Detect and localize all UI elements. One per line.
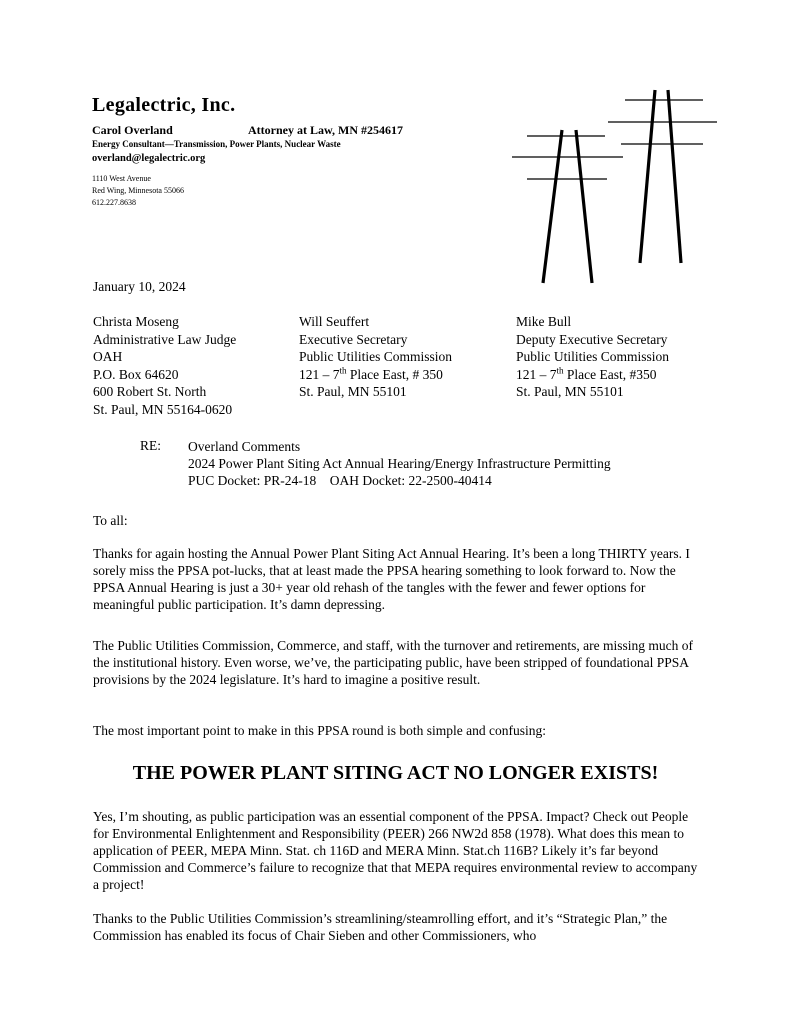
address-street: 1110 West Avenue: [92, 174, 151, 183]
attorney-name: Carol Overland: [92, 123, 173, 137]
recipient-org: OAH: [93, 349, 123, 364]
recipient-3: [516, 313, 669, 401]
paragraph: The Public Utilities Commission, Commerce, and staff, with the turnover and retirements, are missing much of the institutional history. Even worse, we’ve, the participating public, have been stripped of foundational PPSA provisions by the 2024 legislature. It’s hard to imagine a positive result.: [93, 638, 694, 687]
headline: THE POWER PLANT SITING ACT NO LONGER EXISTS!: [132, 762, 659, 784]
re-dockets: PUC Docket: PR-24-18 OAH Docket: 22-2500-40414: [188, 473, 492, 488]
paragraph: Thanks for again hosting the Annual Power Plant Siting Act Annual Hearing. It’s been a long THIRTY years. I sorely miss the PPSA pot-lucks, that at least made the PPSA hearing something to look forward to. Now the PPSA Annual Hearing is just a 30+ year old rehash of the tangles with the fewer and fewer options for meaningful public participation. It’s damn depressing.: [93, 546, 690, 612]
transmission-towers-icon: [505, 88, 720, 288]
attorney-line: [92, 123, 403, 138]
recipient-city: St. Paul, MN 55101: [299, 384, 407, 399]
paragraph: The most important point to make in this PPSA round is both simple and confusing:: [93, 723, 546, 738]
attorney-title: Attorney at Law, MN #254617: [248, 123, 403, 137]
re-line: Overland Comments: [188, 439, 301, 454]
recipient-title: Executive Secretary: [299, 331, 408, 347]
consultant-line: Energy Consultant—Transmission, Power Plants, Nuclear Waste: [92, 139, 341, 149]
email-address[interactable]: overland@legalectric.org: [92, 153, 206, 164]
recipient-address: 600 Robert St. North: [93, 384, 207, 399]
phone-number: 612.227.8638: [92, 198, 136, 207]
recipient-name: Christa Moseng: [93, 314, 179, 329]
recipient-name: Will Seuffert: [299, 314, 370, 329]
re-subject: [188, 438, 611, 489]
recipient-city: St. Paul, MN 55101: [516, 384, 624, 399]
letter-date: January 10, 2024: [93, 279, 186, 294]
recipient-address: 121 – 7th Place East, # 350: [299, 365, 443, 382]
recipient-name: Mike Bull: [516, 314, 572, 329]
paragraph: Thanks to the Public Utilities Commission’s streamlining/steamrolling effort, and it’s “Strategic Plan,” the Commission has enabled its focus of Chair Sieben and other Commissioners, who: [93, 911, 668, 943]
recipient-org: Public Utilities Commission: [516, 349, 670, 364]
salutation: To all:: [93, 513, 128, 528]
re-line: 2024 Power Plant Siting Act Annual Hearing/Energy Infrastructure Permitting: [188, 456, 611, 471]
recipient-address: P.O. Box 64620: [93, 366, 179, 382]
recipient-1: [93, 313, 236, 418]
re-label: RE:: [140, 438, 162, 453]
recipient-title: Administrative Law Judge: [93, 331, 237, 347]
address-city: Red Wing, Minnesota 55066: [92, 186, 184, 195]
paragraph: Yes, I’m shouting, as public participation was an essential component of the PPSA. Impact? Check out People for Environmental Enlightenment and Responsibility (PEER) 266 NW2d 858 (1978). What does this mean to application of PEER, MEPA Minn. Stat. ch 116D and MERA Minn. Stat.ch 116B? Likely it’s far beyond Commission and Commerce’s failure to recognize that that MEPA requires environmental review to accompany a project!: [93, 809, 698, 892]
company-name: Legalectric, Inc.: [92, 94, 236, 116]
recipient-org: Public Utilities Commission: [299, 349, 453, 364]
recipient-address: 121 – 7th Place East, #350: [516, 365, 657, 382]
recipient-title: Deputy Executive Secretary: [516, 331, 668, 347]
recipient-2: [299, 313, 452, 401]
recipient-city: St. Paul, MN 55164-0620: [93, 401, 233, 417]
